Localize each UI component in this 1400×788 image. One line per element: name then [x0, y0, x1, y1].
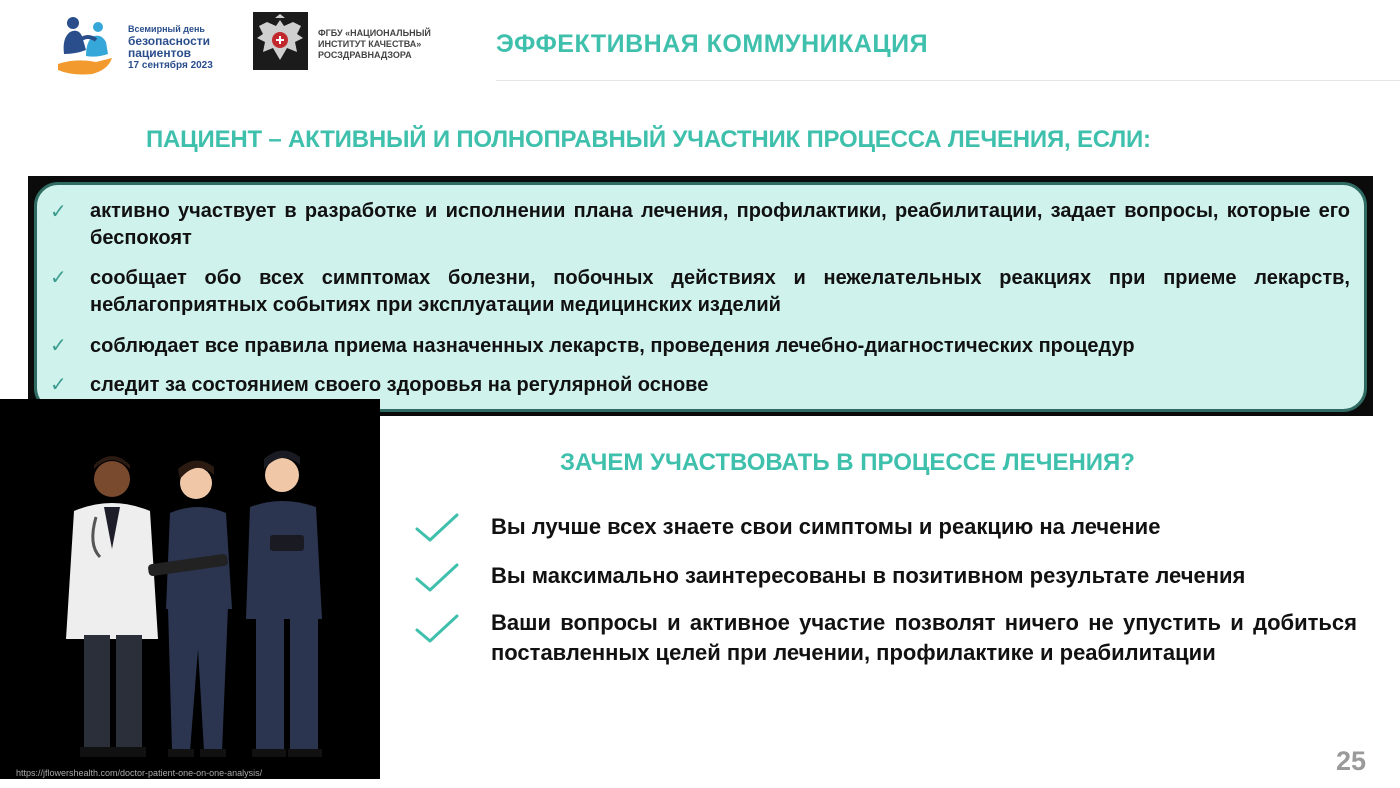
org-line-3: РОСЗДРАВНАДЗОРА: [318, 50, 412, 60]
patient-safety-emblem-icon: [56, 14, 122, 76]
logo-line-3: пациентов: [128, 46, 192, 60]
three-doctors-icon: [0, 399, 380, 779]
logo-date: 17 сентября 2023: [128, 60, 213, 71]
check-icon: [414, 561, 460, 595]
org-line-2: ИНСТИТУТ КАЧЕСТВА»: [318, 39, 422, 49]
reason-item-1: Вы лучше всех знаете свои симптомы и реакцию на лечение: [491, 514, 1161, 539]
logo-line-2: безопасности: [128, 34, 211, 48]
org-line-1: ФГБУ «НАЦИОНАЛЬНЫЙ: [318, 28, 431, 38]
world-patient-safety-day-logo: [56, 14, 236, 76]
double-headed-eagle-icon: [253, 12, 308, 70]
header-divider: [496, 80, 1400, 81]
criteria-item-3: соблюдает все правила приема назначенных лекарств, проведения лечебно-диагностических процедур: [90, 335, 1135, 357]
page-number: 25: [1336, 746, 1367, 776]
why-heading: ЗАЧЕМ УЧАСТВОВАТЬ В ПРОЦЕССЕ ЛЕЧЕНИЯ?: [560, 449, 1135, 476]
slide-section-title: ЭФФЕКТИВНАЯ КОММУНИКАЦИЯ: [496, 30, 929, 58]
image-source-url: https://jflowershealth.com/doctor-patient-one-on-one-analysis/: [16, 768, 263, 778]
criteria-item-1: активно участвует в разработке и исполнении плана лечения, профилактики, реабилитации, задает вопросы, которые его беспокоят: [90, 200, 1350, 249]
reason-item-2: Вы максимально заинтересованы в позитивном результате лечения: [491, 563, 1246, 588]
check-icon: ✓: [50, 335, 67, 357]
check-icon: ✓: [50, 267, 67, 289]
check-icon: [414, 511, 460, 545]
medical-staff-illustration: [0, 399, 380, 779]
organization-name: [318, 28, 458, 61]
criteria-item-4: следит за состоянием своего здоровья на регулярной основе: [90, 374, 709, 396]
check-icon: ✓: [50, 201, 67, 223]
main-heading: ПАЦИЕНТ – АКТИВНЫЙ И ПОЛНОПРАВНЫЙ УЧАСТНИК ПРОЦЕССА ЛЕЧЕНИЯ, ЕСЛИ:: [146, 126, 1151, 153]
criteria-item-2: сообщает обо всех симптомах болезни, побочных действиях и нежелательных реакциях при приеме лекарств, неблагоприятных событиях при эксплуатации медицинских изделий: [90, 267, 1350, 316]
logo-line-1: Всемирный день: [128, 24, 205, 34]
reason-item-3: Ваши вопросы и активное участие позволят ничего не упустить и добиться поставленных целей при лечении, профилактике и реабилитации: [491, 610, 1357, 665]
roszdravnadzor-emblem: [253, 12, 308, 70]
check-icon: [414, 612, 460, 646]
check-icon: ✓: [50, 374, 67, 396]
